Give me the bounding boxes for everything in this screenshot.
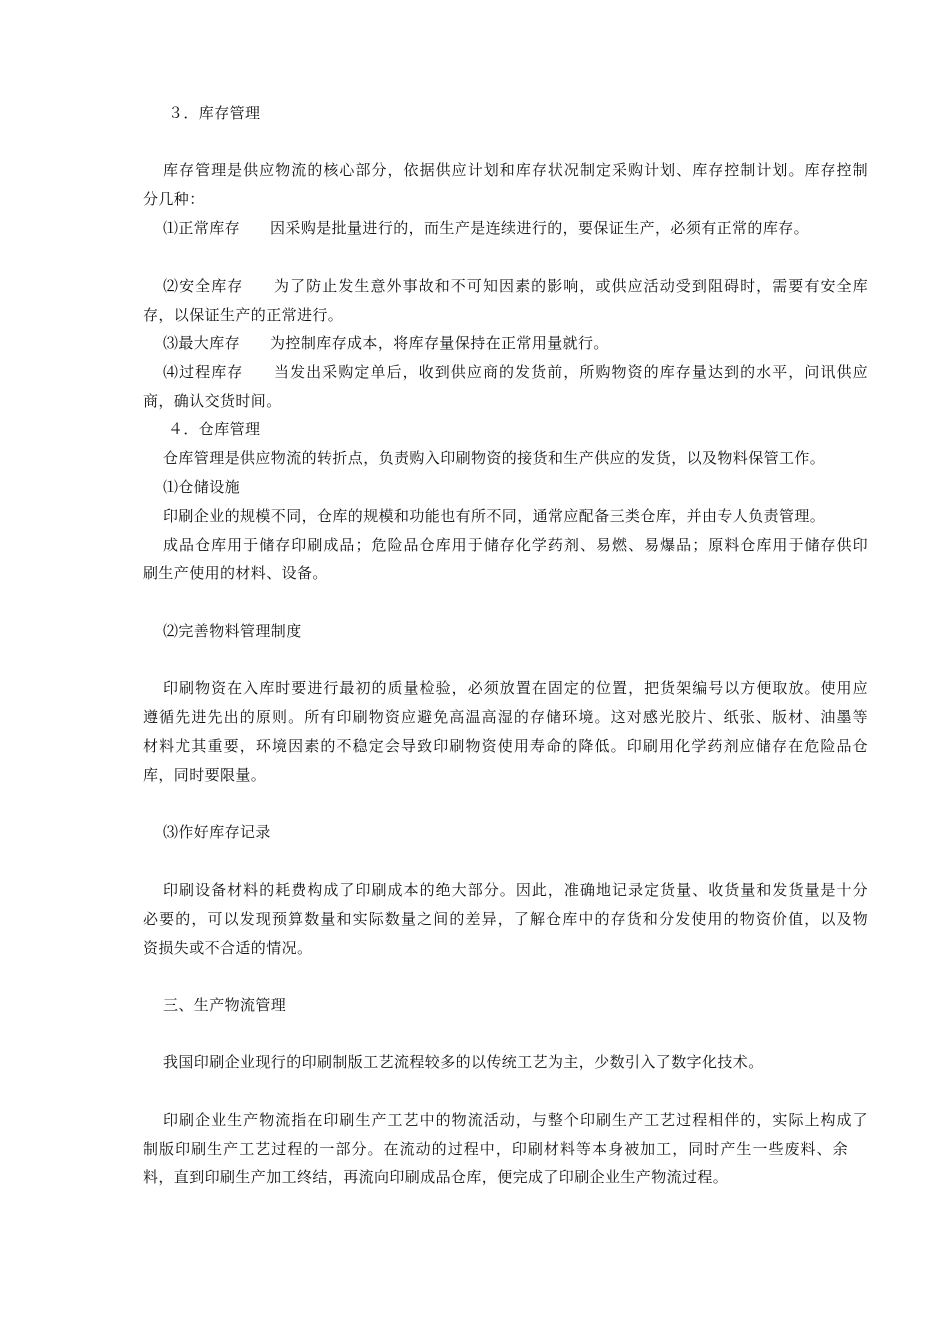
- part-3-p2-line-2: 制版印刷生产工艺过程的一部分。在流动的过程中，印刷材料等本身被加工，同时产生一些废料、余: [143, 1140, 848, 1158]
- inventory-item-max: [163, 333, 609, 353]
- item-text: 当发出采购定单后，收到供应商的发货前，所购物资的库存量达到的水平，问讯供应: [273, 363, 868, 381]
- material-rules-line-1: 印刷物资在入库时要进行最初的质量检验，必须放置在固定的位置，把货架编号以方便取放。使用应: [163, 679, 868, 697]
- inventory-records-heading: ⑶作好库存记录: [163, 823, 271, 841]
- item-label: ⑷过程库存: [163, 363, 244, 381]
- item-text: 因采购是批量进行的，而生产是连续进行的，要保证生产，必须有正常的库存。: [270, 219, 810, 237]
- item-label: ⑶最大库存: [163, 334, 241, 352]
- storage-facilities-p2-line-2: 刷生产使用的材料、设备。: [143, 564, 328, 582]
- section-3-heading: ３．库存管理: [168, 104, 261, 122]
- storage-facilities-p2-line-1: 成品仓库用于储存印刷成品；危险品仓库用于储存化学药剂、易燃、易爆品；原料仓库用于储存供印: [163, 536, 868, 554]
- material-rules-heading: ⑵完善物料管理制度: [163, 622, 302, 640]
- part-3-heading: 三、生产物流管理: [163, 996, 287, 1014]
- inventory-item-safety: [163, 276, 868, 296]
- inventory-item-normal: [163, 218, 809, 238]
- material-rules-line-3: 材料尤其重要，环境因素的不稳定会导致印刷物资使用寿命的降低。印刷用化学药剂应储存在危险品仓: [143, 737, 868, 755]
- inventory-item-process-cont: 商，确认交货时间。: [143, 392, 282, 410]
- part-3-p2-line-3: 料，直到印刷生产加工终结，再流向印刷成品仓库，便完成了印刷企业生产物流过程。: [143, 1168, 729, 1186]
- inventory-records-line-1: 印刷设备材料的耗费构成了印刷成本的绝大部分。因此，准确地记录定货量、收货量和发货量是十分: [163, 881, 868, 899]
- inventory-records-line-2: 必要的，可以发现预算数量和实际数量之间的差异，了解仓库中的存货和分发使用的物资价值，以及物: [143, 910, 868, 928]
- part-3-p2-line-1: 印刷企业生产物流指在印刷生产工艺中的物流活动，与整个印刷生产工艺过程相伴的，实际上构成了: [163, 1111, 868, 1129]
- inventory-item-process: [163, 362, 868, 382]
- storage-facilities-p1: 印刷企业的规模不同，仓库的规模和功能也有所不同，通常应配备三类仓库，并由专人负责管理。: [163, 507, 826, 525]
- section-4-heading: ４．仓库管理: [168, 420, 261, 438]
- item-text: 为控制库存成本，将库存量保持在正常用量就行。: [270, 334, 609, 352]
- material-rules-line-2: 遵循先进先出的原则。所有印刷物资应避免高温高湿的存储环境。这对感光胶片、纸张、版材、油墨等: [143, 708, 868, 726]
- storage-facilities-heading: ⑴仓储设施: [163, 478, 241, 496]
- section-3-intro-line-2: 分几种：: [143, 190, 205, 208]
- section-3-intro-line-1: 库存管理是供应物流的核心部分，依据供应计划和库存状况制定采购计划、库存控制计划。库存控制: [163, 161, 868, 179]
- inventory-item-safety-cont: 存，以保证生产的正常进行。: [143, 306, 344, 324]
- item-label: ⑵安全库存: [163, 277, 244, 295]
- item-text: 为了防止发生意外事故和不可知因素的影响，或供应活动受到阻碍时，需要有安全库: [273, 277, 868, 295]
- part-3-p1: 我国印刷企业现行的印刷制版工艺流程较多的以传统工艺为主，少数引入了数字化技术。: [163, 1053, 764, 1071]
- inventory-records-line-3: 资损失或不合适的情况。: [143, 939, 313, 957]
- section-4-intro: 仓库管理是供应物流的转折点，负责购入印刷物资的接货和生产供应的发货，以及物料保管工作。: [163, 449, 826, 467]
- material-rules-line-4: 库，同时要限量。: [143, 766, 267, 784]
- item-label: ⑴正常库存: [163, 219, 241, 237]
